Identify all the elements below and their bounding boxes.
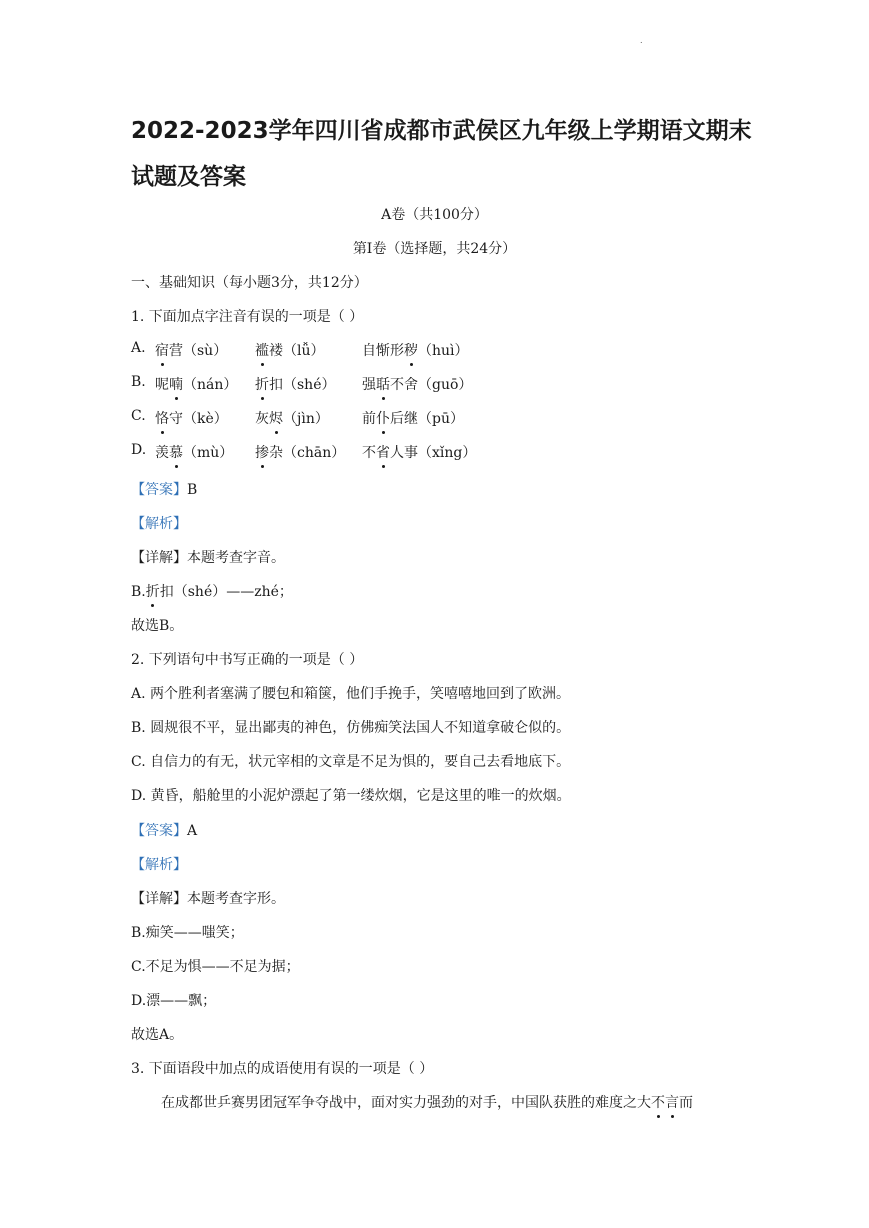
question-1-answer (131, 479, 197, 499)
header-mark: . (640, 36, 643, 45)
page-title: 2022-2023学年四川省成都市武侯区九年级上学期语文期末试题及答案 (131, 118, 752, 190)
emphasis-char: 掺 (255, 442, 269, 462)
option-label: B. (131, 374, 146, 390)
emphasis-char: 言 (665, 1092, 679, 1112)
emphasis-char: 仆 (376, 408, 390, 428)
emphasis-char: 秽 (404, 340, 418, 360)
emphasis-char: 喃 (169, 374, 183, 394)
question-1-stem: 1. 下面加点字注音有误的一项是（ ） (131, 309, 364, 325)
question-2-conclusion: 故选A。 (131, 1027, 184, 1043)
question-1-fix: B.折扣（shé）——zhé； (131, 581, 293, 601)
emphasis-char: 省 (376, 442, 390, 462)
question-1-conclusion: 故选B。 (131, 618, 184, 634)
option-label: A. (131, 340, 146, 356)
section-a-heading: A卷（共100分） (381, 207, 488, 223)
question-2-analysis-tag: 【解析】 (131, 857, 187, 873)
question-1-option-c: C. 恪守（kè） 灰烬（jìn） 前仆后继（pū） (131, 408, 464, 427)
answer-tag: 【答案】 (131, 823, 187, 839)
emphasis-char: 褴 (255, 340, 269, 360)
emphasis-char: 烬 (269, 408, 283, 428)
question-2-fix-b: B.痴笑——嗤笑； (131, 925, 244, 941)
emphasis-char: 不 (651, 1092, 665, 1112)
question-2-fix-d: D.漂——飘； (131, 993, 217, 1009)
emphasis-char: 聒 (376, 374, 390, 394)
emphasis-char: 折 (255, 374, 269, 394)
question-2-answer (131, 820, 197, 840)
question-2-stem: 2. 下列语句中书写正确的一项是（ ） (131, 652, 364, 668)
question-1-option-a: A. 宿营（sù） 褴褛（lǚ） 自惭形秽（huì） (131, 340, 469, 359)
question-2-detail: 【详解】本题考查字形。 (131, 891, 285, 907)
question-2-option-c: C. 自信力的有无，状元宰相的文章是不足为惧的，要自己去看地底下。 (131, 754, 571, 770)
question-2-option-a: A. 两个胜利者塞满了腰包和箱箧，他们手挽手，笑嘻嘻地回到了欧洲。 (131, 686, 571, 702)
answer-tag: 【答案】 (131, 482, 187, 498)
question-1-option-b: B. 呢喃（nán） 折扣（shé） 强聒不舍（guō） (131, 374, 473, 393)
part-heading: 一、基础知识（每小题3分，共12分） (131, 275, 368, 291)
question-1-option-d: D. 羡慕（mù） 掺杂（chān） 不省人事（xǐng） (131, 442, 477, 461)
question-2-fix-c: C.不足为惧——不足为据； (131, 959, 300, 975)
emphasis-char: 慕 (169, 442, 183, 462)
question-1-detail: 【详解】本题考查字音。 (131, 550, 285, 566)
question-2-option-d: D. 黄昏，船舱里的小泥炉漂起了第一缕炊烟，它是这里的唯一的炊烟。 (131, 788, 571, 804)
question-3-paragraph: 在成都世乒赛男团冠军争夺战中，面对实力强劲的对手，中国队获胜的难度之大不言而 (161, 1092, 693, 1112)
answer-value: A (187, 823, 198, 839)
part-one-heading: 第Ⅰ卷（选择题，共24分） (352, 241, 517, 257)
answer-value: B (187, 482, 198, 498)
emphasis-char: 恪 (155, 408, 169, 428)
option-label: D. (131, 442, 147, 458)
question-3-stem: 3. 下面语段中加点的成语使用有误的一项是（ ） (131, 1061, 434, 1077)
question-1-analysis-tag: 【解析】 (131, 516, 187, 532)
emphasis-char: 折 (146, 581, 160, 601)
emphasis-char: 宿 (155, 340, 169, 360)
question-2-option-b: B. 圆规很不平，显出鄙夷的神色，仿佛痴笑法国人不知道拿破仑似的。 (131, 720, 571, 736)
option-label: C. (131, 408, 146, 424)
